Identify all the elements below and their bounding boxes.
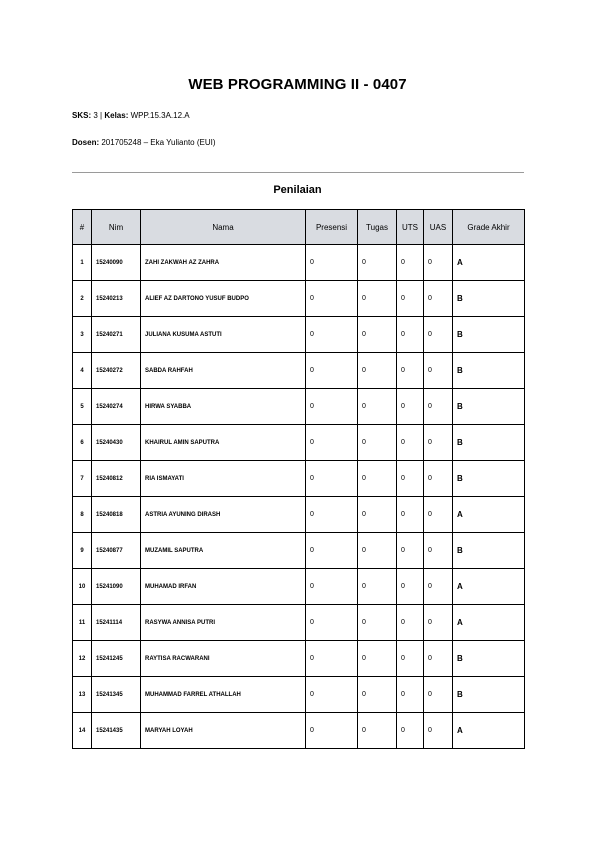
tugas-cell: 0 [358, 281, 397, 317]
grade-cell: A [453, 245, 525, 281]
name-cell: SABDA RAHFAH [141, 353, 306, 389]
table-row [73, 245, 525, 281]
name-cell: MUZAMIL SAPUTRA [141, 533, 306, 569]
grade-cell: B [453, 641, 525, 677]
lecturer-line [72, 138, 216, 147]
uts-cell: 0 [397, 677, 424, 713]
table-row [73, 317, 525, 353]
uas-cell: 0 [424, 677, 453, 713]
table-row [73, 641, 525, 677]
presensi-cell: 0 [306, 317, 358, 353]
tugas-cell: 0 [358, 533, 397, 569]
nim-cell: 15240877 [92, 533, 141, 569]
tugas-cell: 0 [358, 425, 397, 461]
col-header-uts: UTS [397, 210, 424, 245]
presensi-cell: 0 [306, 425, 358, 461]
uas-cell: 0 [424, 281, 453, 317]
nim-cell: 15240090 [92, 245, 141, 281]
uts-cell: 0 [397, 281, 424, 317]
tugas-cell: 0 [358, 641, 397, 677]
tugas-cell: 0 [358, 317, 397, 353]
uts-cell: 0 [397, 353, 424, 389]
grade-cell: B [453, 353, 525, 389]
presensi-cell: 0 [306, 677, 358, 713]
nim-cell: 15240812 [92, 461, 141, 497]
tugas-cell: 0 [358, 353, 397, 389]
nim-cell: 15241090 [92, 569, 141, 605]
table-row [73, 281, 525, 317]
grade-cell: B [453, 389, 525, 425]
kelas-value: WPP.15.3A.12.A [130, 111, 190, 120]
nim-cell: 15241345 [92, 677, 141, 713]
row-number: 3 [73, 317, 92, 353]
name-cell: HIRWA SYABBA [141, 389, 306, 425]
col-header-no: # [73, 210, 92, 245]
name-cell: MUHAMMAD FARREL ATHALLAH [141, 677, 306, 713]
presensi-cell: 0 [306, 353, 358, 389]
uts-cell: 0 [397, 389, 424, 425]
uts-cell: 0 [397, 497, 424, 533]
col-header-nama: Nama [141, 210, 306, 245]
uas-cell: 0 [424, 713, 453, 749]
nim-cell: 15240274 [92, 389, 141, 425]
col-header-uas: UAS [424, 210, 453, 245]
table-row [73, 353, 525, 389]
uts-cell: 0 [397, 605, 424, 641]
uts-cell: 0 [397, 317, 424, 353]
row-number: 2 [73, 281, 92, 317]
name-cell: RIA ISMAYATI [141, 461, 306, 497]
nim-cell: 15241435 [92, 713, 141, 749]
table-row [73, 605, 525, 641]
row-number: 11 [73, 605, 92, 641]
row-number: 12 [73, 641, 92, 677]
uts-cell: 0 [397, 641, 424, 677]
nim-cell: 15241114 [92, 605, 141, 641]
row-number: 9 [73, 533, 92, 569]
course-info-line [72, 111, 190, 120]
tugas-cell: 0 [358, 245, 397, 281]
grade-cell: B [453, 533, 525, 569]
nim-cell: 15240430 [92, 425, 141, 461]
row-number: 5 [73, 389, 92, 425]
uas-cell: 0 [424, 425, 453, 461]
dosen-label: Dosen: [72, 138, 100, 147]
uts-cell: 0 [397, 569, 424, 605]
grade-cell: B [453, 677, 525, 713]
nim-cell: 15240818 [92, 497, 141, 533]
row-number: 13 [73, 677, 92, 713]
table-row [73, 533, 525, 569]
uas-cell: 0 [424, 533, 453, 569]
row-number: 4 [73, 353, 92, 389]
name-cell: JULIANA KUSUMA ASTUTI [141, 317, 306, 353]
uas-cell: 0 [424, 641, 453, 677]
row-number: 8 [73, 497, 92, 533]
divider [72, 172, 524, 173]
uas-cell: 0 [424, 605, 453, 641]
name-cell: MARYAH LOYAH [141, 713, 306, 749]
table-row [73, 425, 525, 461]
tugas-cell: 0 [358, 569, 397, 605]
tugas-cell: 0 [358, 677, 397, 713]
name-cell: ZAHI ZAKWAH AZ ZAHRA [141, 245, 306, 281]
uas-cell: 0 [424, 569, 453, 605]
col-header-grade: Grade Akhir [453, 210, 525, 245]
uts-cell: 0 [397, 713, 424, 749]
dosen-value: 201705248 – Eka Yulianto (EUI) [101, 138, 216, 147]
uas-cell: 0 [424, 389, 453, 425]
uts-cell: 0 [397, 533, 424, 569]
grades-table [72, 209, 525, 749]
row-number: 14 [73, 713, 92, 749]
col-header-nim: Nim [92, 210, 141, 245]
col-header-presensi: Presensi [306, 210, 358, 245]
uas-cell: 0 [424, 245, 453, 281]
row-number: 6 [73, 425, 92, 461]
table-row [73, 389, 525, 425]
col-header-tugas: Tugas [358, 210, 397, 245]
presensi-cell: 0 [306, 497, 358, 533]
uts-cell: 0 [397, 461, 424, 497]
name-cell: ALIEF AZ DARTONO YUSUF BUDPO [141, 281, 306, 317]
presensi-cell: 0 [306, 713, 358, 749]
tugas-cell: 0 [358, 461, 397, 497]
tugas-cell: 0 [358, 713, 397, 749]
grade-cell: A [453, 569, 525, 605]
uas-cell: 0 [424, 461, 453, 497]
uas-cell: 0 [424, 353, 453, 389]
nim-cell: 15240271 [92, 317, 141, 353]
grade-cell: A [453, 605, 525, 641]
table-row [73, 713, 525, 749]
name-cell: RASYWA ANNISA PUTRI [141, 605, 306, 641]
nim-cell: 15240213 [92, 281, 141, 317]
name-cell: ASTRIA AYUNING DIRASH [141, 497, 306, 533]
name-cell: MUHAMAD IRFAN [141, 569, 306, 605]
tugas-cell: 0 [358, 605, 397, 641]
sks-value: 3 [93, 111, 98, 120]
nim-cell: 15241245 [92, 641, 141, 677]
grade-cell: B [453, 317, 525, 353]
kelas-label: Kelas: [104, 111, 129, 120]
table-row [73, 677, 525, 713]
nim-cell: 15240272 [92, 353, 141, 389]
table-row [73, 569, 525, 605]
row-number: 1 [73, 245, 92, 281]
uts-cell: 0 [397, 245, 424, 281]
presensi-cell: 0 [306, 461, 358, 497]
table-row [73, 497, 525, 533]
name-cell: RAYTISA RACWARANI [141, 641, 306, 677]
presensi-cell: 0 [306, 641, 358, 677]
grade-cell: B [453, 425, 525, 461]
uas-cell: 0 [424, 497, 453, 533]
presensi-cell: 0 [306, 605, 358, 641]
section-title: Penilaian [273, 184, 322, 196]
presensi-cell: 0 [306, 281, 358, 317]
presensi-cell: 0 [306, 533, 358, 569]
grade-cell: B [453, 461, 525, 497]
row-number: 10 [73, 569, 92, 605]
table-row [73, 461, 525, 497]
sks-label: SKS: [72, 111, 92, 120]
page-title: WEB PROGRAMMING II - 0407 [188, 76, 407, 93]
grade-cell: B [453, 281, 525, 317]
tugas-cell: 0 [358, 497, 397, 533]
table-header-row [73, 210, 525, 245]
name-cell: KHAIRUL AMIN SAPUTRA [141, 425, 306, 461]
grade-cell: A [453, 497, 525, 533]
uts-cell: 0 [397, 425, 424, 461]
separator: | [100, 111, 103, 120]
presensi-cell: 0 [306, 245, 358, 281]
grade-cell: A [453, 713, 525, 749]
uas-cell: 0 [424, 317, 453, 353]
presensi-cell: 0 [306, 569, 358, 605]
row-number: 7 [73, 461, 92, 497]
tugas-cell: 0 [358, 389, 397, 425]
presensi-cell: 0 [306, 389, 358, 425]
